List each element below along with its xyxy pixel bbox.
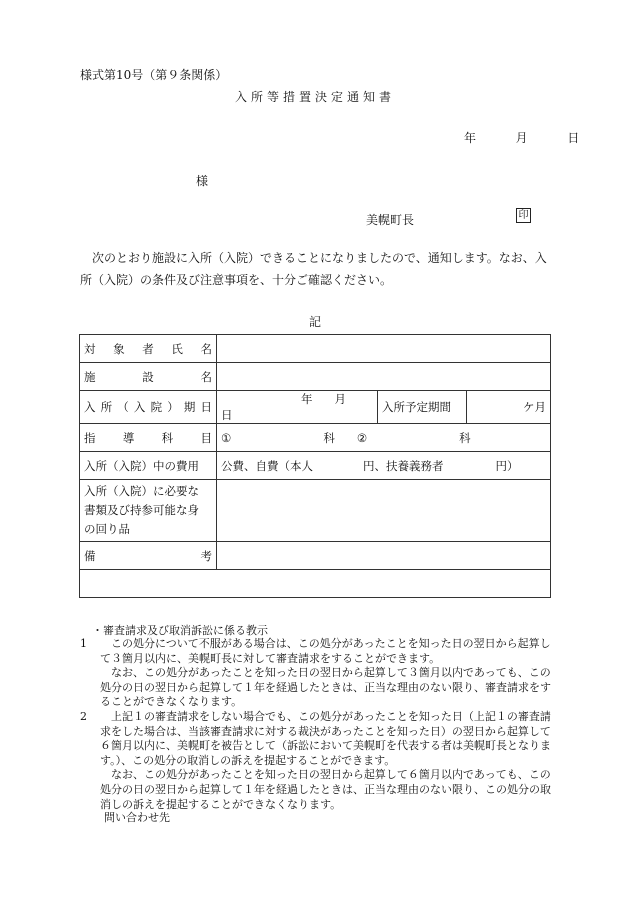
remarks-extra-row <box>80 570 551 598</box>
addressee-suffix: 様 <box>196 174 209 188</box>
cost-value: 公費、自費（本人 円、扶養義務者 円） <box>217 452 551 480</box>
date-month: 月 <box>515 131 528 145</box>
table-row <box>80 570 551 598</box>
appeal-notice-heading: ・審査請求及び取消訴訟に係る教示 <box>92 624 268 637</box>
seal-mark: 印 <box>516 208 531 223</box>
notice-item-1: 1 この処分について不服がある場合は、この処分があったことを知った日の翌日から起算して３箇月以内に、美幌町長に対して審査請求をすることができます。 なお、この処分があったことを知った日の翌日から起算して３箇月以内であっても、この処分の日の翌日から起算して１年を経過したときは、正当な理由のない限り、審査請求をすることができなくなります。 <box>80 637 551 709</box>
notice-item-2: 2 上記１の審査請求をしない場合でも、この処分があったことを知った日（上記１の審査請求をした場合は、当該審査請求に対する裁決があったことを知った日）の翌日から起算して６箇月以内に、美幌町を被告として（訴訟において美幌町を代表する者は美幌町長となります。）、この処分の取消しの訴えを提起することができます。 なお、この処分があったことを知った日の翌日から起算して６箇月以内であっても、この処分の日の翌日から起算して１年を経過したときは、正当な理由のない限り、この処分の取消しの訴えを提起することができなくなります。 <box>80 709 551 811</box>
table-row <box>80 480 551 542</box>
appeal-notice <box>80 637 555 812</box>
date-year: 年 <box>464 131 477 145</box>
facility-value <box>217 363 551 391</box>
document-title: 入所等措置決定通知書 <box>234 90 395 104</box>
circle-two: ② <box>356 430 368 445</box>
planned-period-label: 入所予定期間 <box>378 391 467 424</box>
planned-period-value: ケ月 <box>467 391 551 424</box>
contact-label: 問い合わせ先 <box>104 811 170 824</box>
cost-label: 入所（入院）中の費用 <box>80 452 217 480</box>
table-row <box>80 424 551 452</box>
date-day: 日 <box>567 131 580 145</box>
form-number: 様式第10号（第９条関係） <box>80 68 228 82</box>
guidance-subject-value: ① 科 ② 科 <box>217 424 551 452</box>
circle-one: ① <box>221 430 232 445</box>
remarks-label: 備 考 <box>80 542 217 570</box>
intro-paragraph: 次のとおり施設に入所（入院）できることになりましたので、通知します。なお、入所（入院）の条件及び注意事項を、十分ご確認ください。 <box>80 251 547 287</box>
sender-name: 美幌町長 <box>366 213 415 227</box>
table-row <box>80 363 551 391</box>
guidance-subject-label: 指 導 科 目 <box>80 424 217 452</box>
table-row <box>80 542 551 570</box>
facility-label: 施 設 名 <box>80 363 217 391</box>
ki-heading: 記 <box>308 315 321 329</box>
decision-table <box>79 334 551 598</box>
table-row <box>80 452 551 480</box>
admission-date-value: 年 月日 <box>217 391 378 424</box>
required-items-label: 入所（入院）に必要な 書類及び持参可能な身 の回り品 <box>80 480 217 542</box>
remarks-value <box>217 542 551 570</box>
table-row <box>80 335 551 363</box>
target-person-value <box>217 335 551 363</box>
issue-date <box>464 129 579 146</box>
admission-date-label: 入 所 （ 入 院 ） 期 日 <box>80 391 217 424</box>
target-person-label: 対 象 者 氏 名 <box>80 335 217 363</box>
table-row <box>80 391 551 424</box>
required-items-value <box>217 480 551 542</box>
